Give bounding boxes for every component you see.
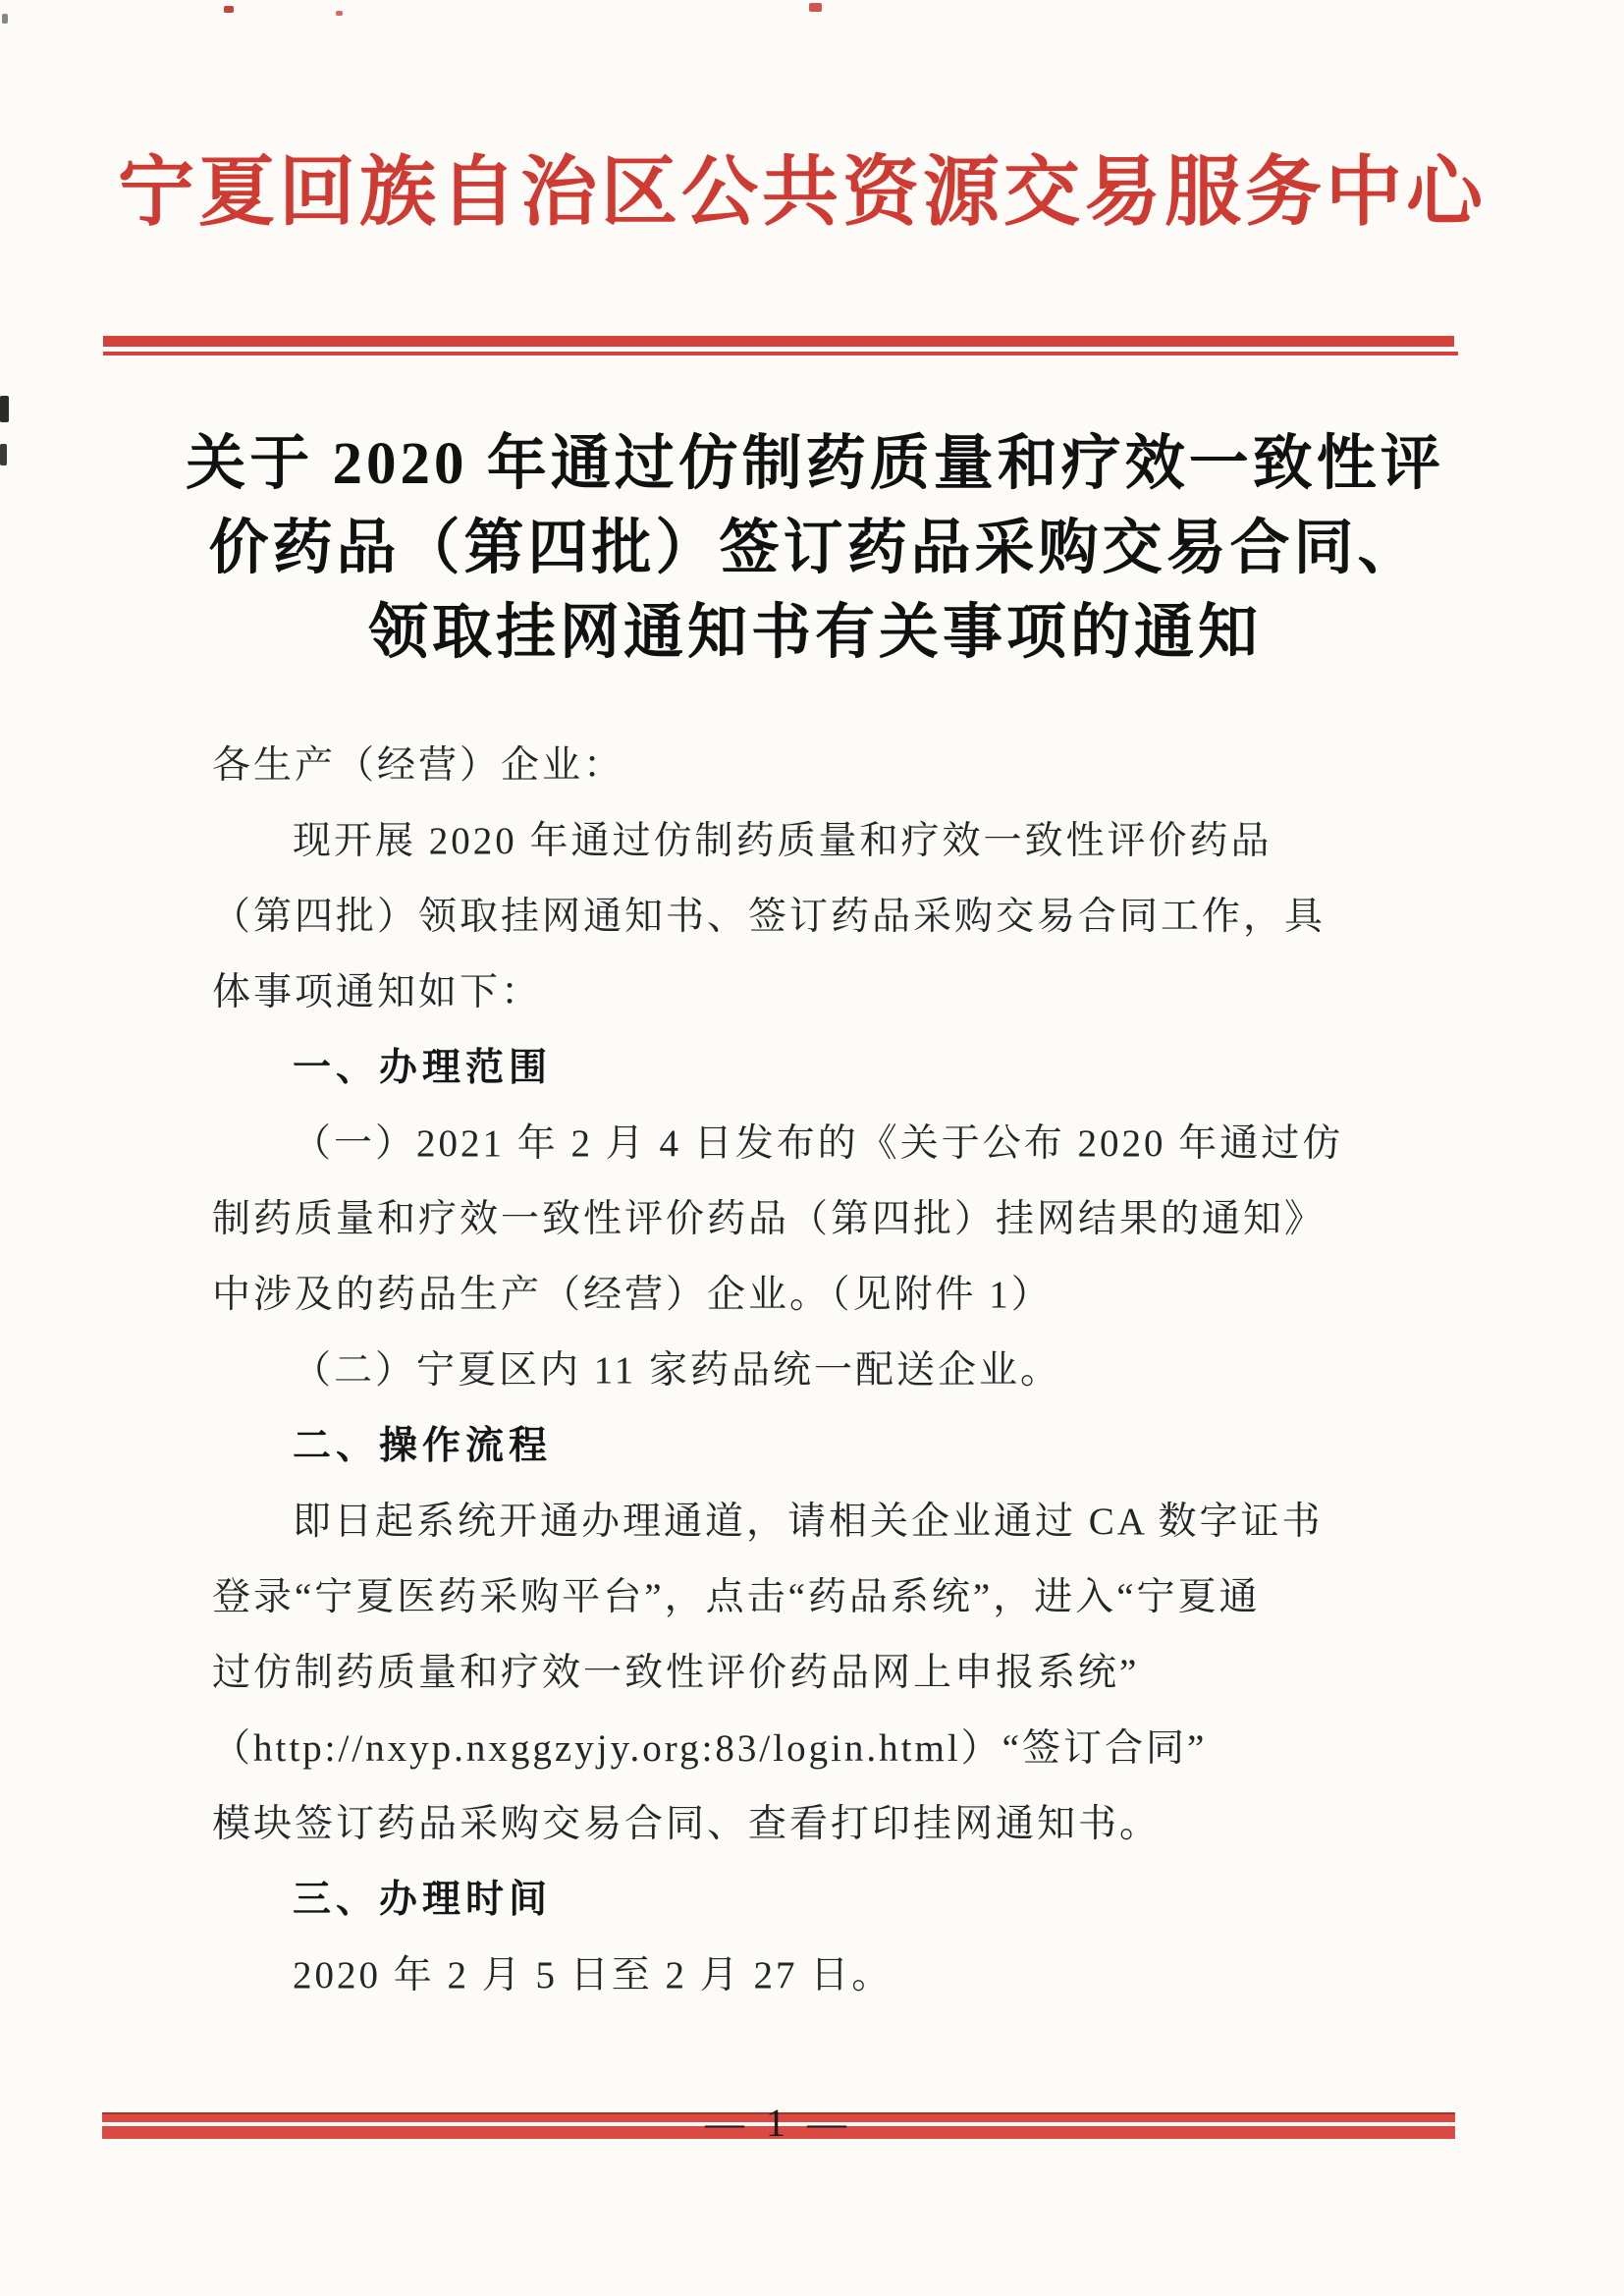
section-heading-2: 二、操作流程 — [293, 1425, 553, 1467]
document-title-line-3: 领取挂网通知书有关事项的通知 — [367, 600, 1262, 666]
body-line: 制药质量和疗效一致性评价药品（第四批）挂网结果的通知》 — [212, 1198, 1326, 1240]
document-title-line-1: 关于 2020 年通过仿制药质量和疗效一致性评 — [186, 431, 1444, 497]
body-line: 即日起系统开通办理通道，请相关企业通过 CA 数字证书 — [293, 1501, 1324, 1543]
document-body — [212, 728, 1449, 2013]
body-line: 体事项通知如下： — [212, 971, 543, 1013]
scan-artifact-red-speck — [336, 11, 343, 16]
scan-artifact-red-speck — [809, 3, 822, 12]
body-line: 中涉及的药品生产（经营）企业。（见附件 1） — [212, 1274, 1053, 1316]
scan-artifact-edge-mark — [0, 396, 9, 422]
letterhead-rule-thin — [103, 352, 1458, 355]
page-number: — 1 — — [705, 2101, 852, 2145]
document-title — [157, 422, 1473, 676]
salutation-line: 各生产（经营）企业： — [212, 744, 625, 787]
letterhead-rule-thick — [103, 336, 1454, 347]
body-line: 登录“宁夏医药采购平台”，点击“药品系统”，进入“宁夏通 — [212, 1576, 1261, 1618]
scan-artifact-edge-mark — [0, 444, 7, 465]
section-heading-1: 一、办理范围 — [293, 1047, 553, 1089]
body-line-url: （http://nxyp.nxggzyjy.org:83/login.html）“签订合同” — [212, 1727, 1208, 1770]
body-line: （一）2021 年 2 月 4 日发布的《关于公布 2020 年通过仿 — [293, 1122, 1344, 1165]
scan-artifact-edge-mark — [2, 14, 8, 24]
body-line: 2020 年 2 月 5 日至 2 月 27 日。 — [293, 1954, 893, 1996]
body-line: （第四批）领取挂网通知书、签订药品采购交易合同工作，具 — [212, 896, 1326, 938]
body-line: 现开展 2020 年通过仿制药质量和疗效一致性评价药品 — [293, 820, 1272, 862]
body-line: 过仿制药质量和疗效一致性评价药品网上申报系统” — [212, 1652, 1140, 1694]
scan-artifact-red-speck — [224, 6, 234, 13]
body-line: 模块签订药品采购交易合同、查看打印挂网通知书。 — [212, 1803, 1162, 1845]
section-heading-3: 三、办理时间 — [293, 1879, 553, 1921]
body-line: （二）宁夏区内 11 家药品统一配送企业。 — [293, 1349, 1062, 1392]
document-title-line-2: 价药品（第四批）签订药品采购交易合同、 — [208, 516, 1422, 581]
letterhead-org-name: 宁夏回族自治区公共资源交易服务中心 — [118, 149, 1488, 235]
